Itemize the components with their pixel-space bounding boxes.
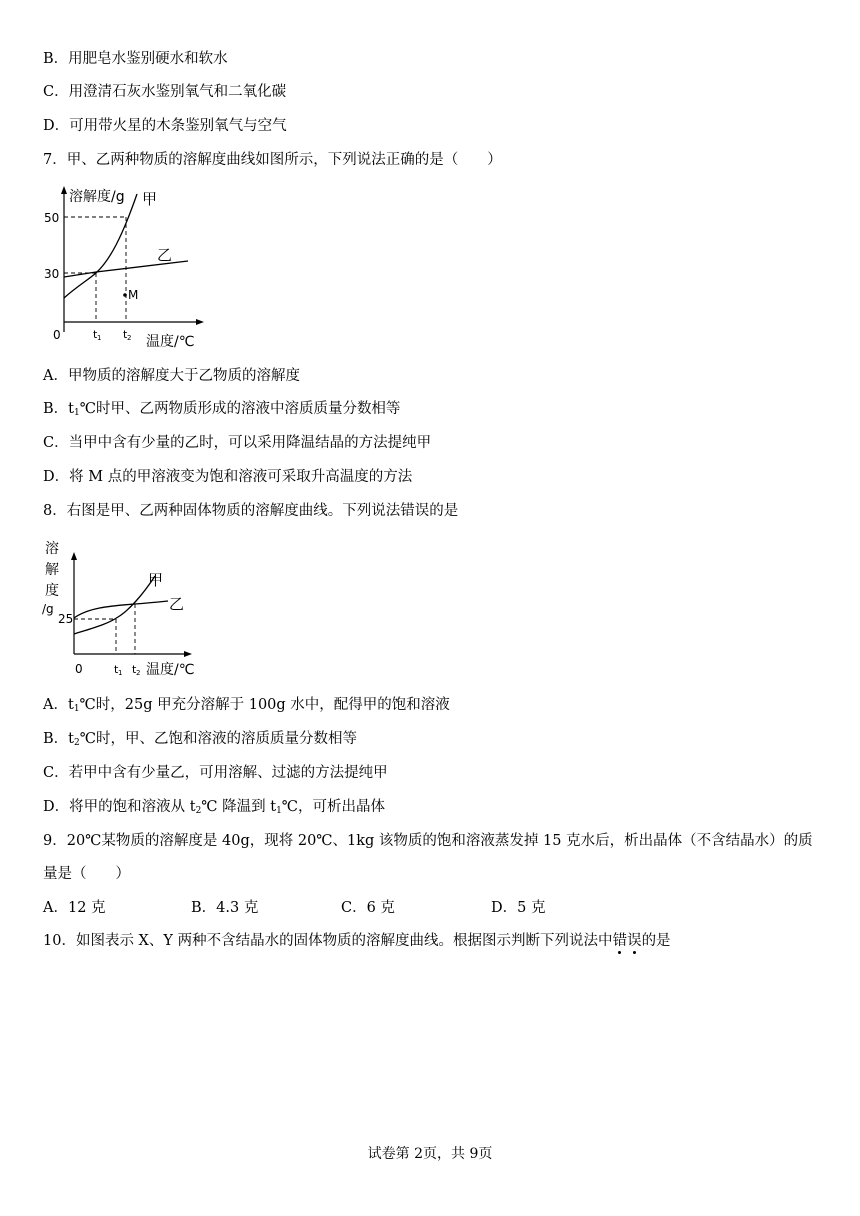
q8-ylabel-1: 溶 <box>45 541 59 557</box>
q9-stem-cont: 量是（ ） <box>43 866 130 882</box>
q8-xtick-t2-sub: 2 <box>136 669 141 677</box>
page-footer: 试卷第 2页，共 9页 <box>367 1146 493 1162</box>
q7-option-d: D．将 M 点的甲溶液变为饱和溶液可采取升高温度的方法 <box>43 469 413 485</box>
q6-option-c: C．用澄清石灰水鉴别氧气和二氧化碳 <box>43 84 287 100</box>
q7-xtick-t1-sub: 1 <box>97 334 102 342</box>
q8-x-axis-arrow <box>184 651 192 657</box>
q8-ylabel-2: 解 <box>45 562 59 578</box>
q7-point-m <box>123 293 127 297</box>
q7-y-axis-arrow <box>61 186 67 194</box>
q7-ylabel: 溶解度/g <box>69 189 125 205</box>
q8-ytick-25: 25 <box>58 612 74 626</box>
q9-option-c: C．6 克 <box>341 900 395 916</box>
q8-origin: 0 <box>75 662 83 676</box>
q9-option-a: A．12 克 <box>43 900 106 916</box>
q7-x-axis-arrow <box>196 319 204 325</box>
q8-label-yi: 乙 <box>169 595 185 613</box>
q10-emphasis-wu: 误 <box>627 933 642 949</box>
q8-ylabel-4: /g <box>42 602 54 616</box>
q8-curve-jia <box>74 576 155 634</box>
q9-option-b: B．4.3 克 <box>191 900 259 916</box>
q8-option-c: C．若甲中含有少量乙，可用溶解、过滤的方法提纯甲 <box>43 765 388 781</box>
q6-option-b: B．用肥皂水鉴别硬水和软水 <box>43 51 228 67</box>
q8-xtick-t1: t <box>114 663 119 676</box>
q7-origin: 0 <box>53 328 61 342</box>
q8-option-a: A．$t_1℃$时，25g 甲充分溶解于 100g 水中，配得甲的饱和溶液 <box>43 697 450 714</box>
q7-ytick-50: 50 <box>44 211 60 225</box>
q8-ylabel-3: 度 <box>45 583 59 599</box>
q7-ytick-30: 30 <box>44 267 60 281</box>
q6-option-d: D．可用带火星的木条鉴别氧气与空气 <box>43 118 287 134</box>
q9-stem: 9．20℃某物质的溶解度是 40g，现将 20℃、1kg 该物质的饱和溶液蒸发掉 15 克水后，析出晶体（不含结晶水）的质 <box>43 833 813 849</box>
q9-option-d: D．5 克 <box>491 900 546 916</box>
q7-xtick-t2: t <box>123 328 128 341</box>
q7-option-c: C．当甲中含有少量的乙时，可以采用降温结晶的方法提纯甲 <box>43 435 432 451</box>
q7-solubility-chart <box>38 182 213 352</box>
q8-y-axis-arrow <box>71 552 77 560</box>
q7-xtick-t2-sub: 2 <box>127 334 132 342</box>
q7-label-jia: 甲 <box>142 190 158 208</box>
q8-xtick-t2: t <box>132 663 137 676</box>
q8-stem: 8．右图是甲、乙两种固体物质的溶解度曲线。下列说法错误的是 <box>43 503 459 519</box>
q8-xtick-t1-sub: 1 <box>118 669 123 677</box>
q7-xtick-t1: t <box>93 328 98 341</box>
q8-label-jia: 甲 <box>148 571 164 589</box>
q7-stem: 7．甲、乙两种物质的溶解度曲线如图所示，下列说法正确的是（ ） <box>43 152 502 168</box>
q7-xlabel: 温度/℃ <box>146 334 195 350</box>
q10-stem: 10．如图表示 X、Y 两种不含结晶水的固体物质的溶解度曲线。根据图示判断下列说法中错误的是 <box>43 933 671 949</box>
q7-option-a: A．甲物质的溶解度大于乙物质的溶解度 <box>43 368 300 384</box>
q10-emphasis-cuo: 错 <box>612 933 628 949</box>
q7-label-m: M <box>128 288 139 302</box>
q8-option-b: B．$t_2℃$时，甲、乙饱和溶液的溶质质量分数相等 <box>43 731 357 748</box>
q8-option-d: D．将甲的饱和溶液从 $t_2℃$ 降温到 $t_1℃$，可析出晶体 <box>43 799 386 816</box>
q7-label-yi: 乙 <box>157 246 173 264</box>
q8-xlabel: 温度/℃ <box>146 662 195 678</box>
q7-option-b: B．$t_1℃$时甲、乙两物质形成的溶液中溶质质量分数相等 <box>43 401 401 418</box>
q8-solubility-chart <box>38 536 203 681</box>
